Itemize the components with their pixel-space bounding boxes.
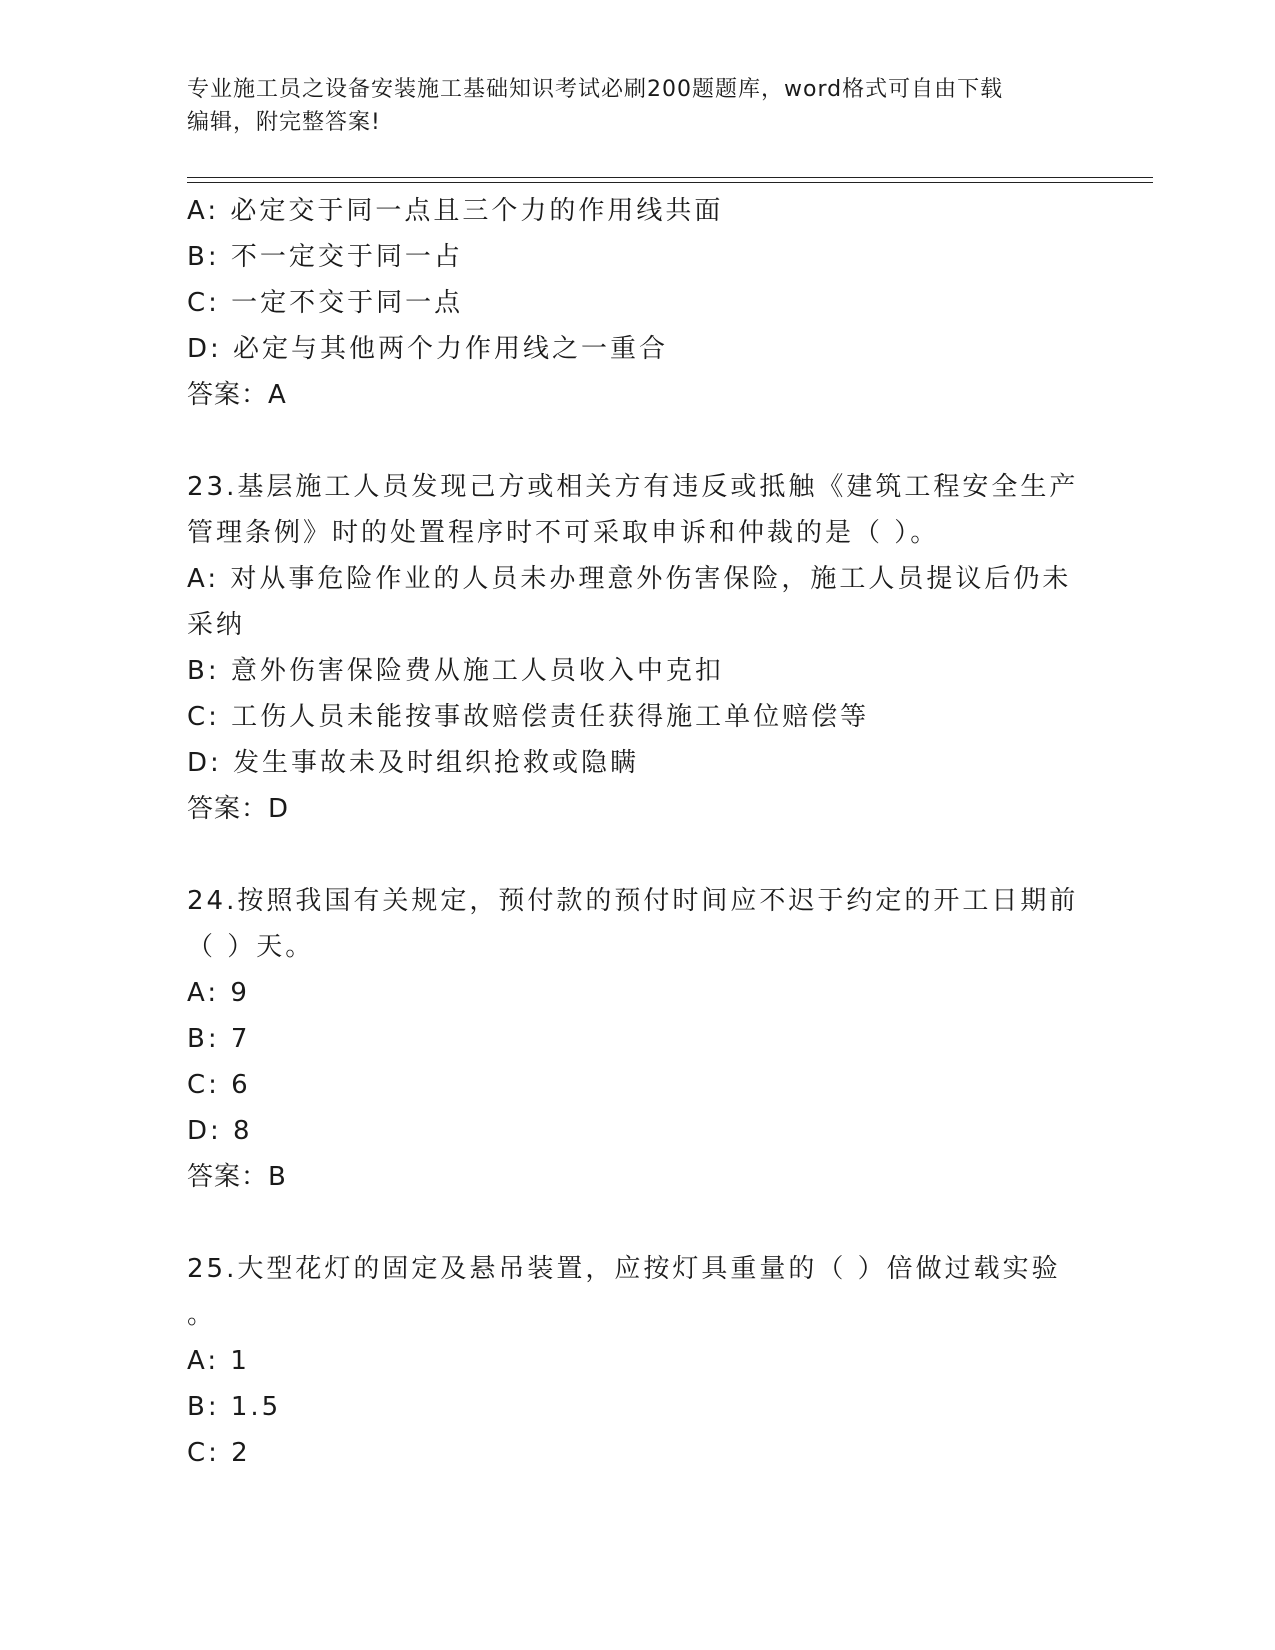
question-block	[187, 188, 1087, 418]
question-block	[187, 1246, 1087, 1476]
option-text: A: 1	[187, 1346, 250, 1376]
header-rule-top	[187, 177, 1153, 178]
question-text: 23.基层施工人员发现己方或相关方有违反或抵触《建筑工程安全生产	[187, 472, 1079, 502]
question-text: 24.按照我国有关规定，预付款的预付时间应不迟于约定的开工日期前	[187, 886, 1079, 916]
option-text: D: 必定与其他两个力作用线之一重合	[187, 334, 669, 364]
option-text: C: 6	[187, 1070, 251, 1100]
option-text: A: 必定交于同一点且三个力的作用线共面	[187, 196, 724, 226]
header-line-2: 编辑，附完整答案!	[187, 110, 381, 135]
option-text: D: 8	[187, 1116, 253, 1146]
answer-text: 答案：D	[187, 794, 290, 824]
answer-text: 答案：B	[187, 1162, 287, 1192]
question-text: 。	[187, 1300, 217, 1330]
question-list	[187, 188, 1087, 1476]
option-text: 采纳	[187, 610, 246, 640]
option-text: B: 7	[187, 1024, 251, 1054]
header-line-1: 专业施工员之设备安装施工基础知识考试必刷200题题库，word格式可自由下载	[187, 77, 1004, 102]
question-block	[187, 464, 1087, 832]
option-text: D: 发生事故未及时组织抢救或隐瞒	[187, 748, 640, 778]
header-rule-bottom	[187, 182, 1153, 183]
question-text: 管理条例》时的处置程序时不可采取申诉和仲裁的是（ ）。	[187, 518, 940, 548]
option-text: A: 对从事危险作业的人员未办理意外伤害保险，施工人员提议后仍未	[187, 564, 1072, 594]
document-header	[187, 73, 1087, 139]
option-text: A: 9	[187, 978, 250, 1008]
question-text: （ ）天。	[187, 932, 315, 962]
option-text: C: 工伤人员未能按事故赔偿责任获得施工单位赔偿等	[187, 702, 870, 732]
option-text: B: 不一定交于同一占	[187, 242, 463, 272]
option-text: B: 1.5	[187, 1392, 282, 1422]
option-text: C: 2	[187, 1438, 251, 1468]
option-text: B: 意外伤害保险费从施工人员收入中克扣	[187, 656, 724, 686]
option-text: C: 一定不交于同一点	[187, 288, 464, 318]
answer-text: 答案：A	[187, 380, 287, 410]
question-block	[187, 878, 1087, 1200]
question-text: 25.大型花灯的固定及悬吊装置，应按灯具重量的（ ）倍做过载实验	[187, 1254, 1061, 1284]
